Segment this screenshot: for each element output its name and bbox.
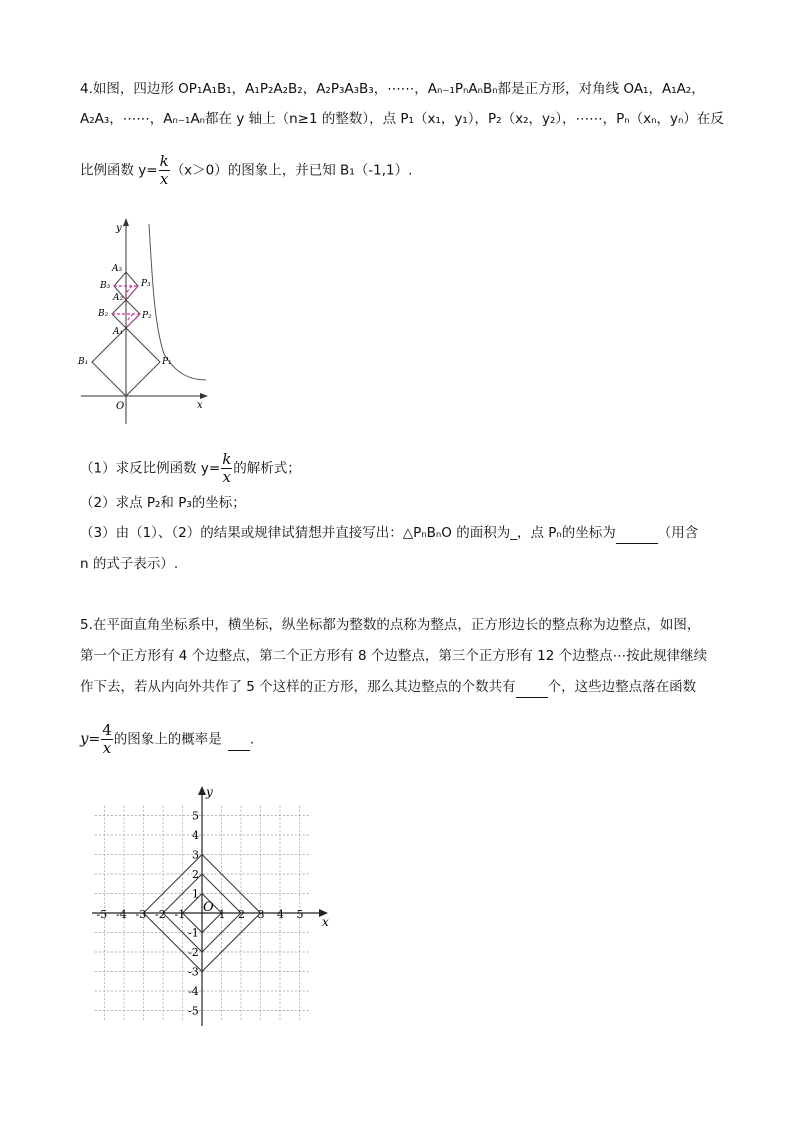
frac-denominator: x: [222, 468, 231, 486]
p4-label-y: y: [116, 223, 122, 234]
p5-line4: [80, 722, 254, 757]
p5-probability-blank[interactable]: [228, 730, 250, 751]
p4-label-x: x: [197, 400, 203, 411]
y-tick-label: 2: [192, 868, 199, 881]
y-tick-label: 3: [192, 848, 199, 862]
p5-equals: =: [88, 731, 101, 748]
frac-denominator: x: [159, 170, 169, 188]
frac-denominator: x: [102, 739, 112, 757]
y-tick-label: -4: [188, 985, 199, 998]
p4-y-arrow: [123, 218, 129, 226]
p5-line1: 5.在平面直角坐标系中，横坐标，纵坐标都为整数的点称为整点，正方形边长的整点称为边整点，如图，: [80, 617, 701, 633]
p4-hyperbola-curve: [149, 224, 206, 380]
p5-y-var: y: [80, 729, 89, 748]
p4-x-arrow: [200, 393, 208, 399]
p4-label-P1: P₁: [162, 357, 172, 367]
p4-q3-text-b: （用含: [657, 525, 699, 541]
frac-numerator: k: [222, 450, 232, 468]
p4-fraction-k-over-x: [159, 153, 170, 188]
p5-fraction-4-over-x: [101, 722, 113, 757]
p5-line4-text-b: 的图象上的概率是: [113, 731, 222, 748]
p4-label-A1: A₁: [113, 327, 124, 337]
p4-line3: [80, 153, 412, 188]
p4-q1-fraction: [221, 451, 232, 486]
p4-q1-text-b: 的解析式；: [233, 460, 301, 477]
x-tick-label: -4: [116, 908, 127, 921]
x-tick-label: -1: [174, 908, 186, 921]
p4-label-B3: B₃: [100, 281, 111, 291]
x-tick-label: -2: [155, 908, 166, 921]
y-tick-label: -3: [188, 965, 199, 979]
p4-dash-p3-b3-diag: [126, 286, 132, 293]
p5-line3-text-b: 个，这些边整点落在函数: [547, 679, 697, 695]
p4-figure: [76, 214, 216, 429]
x-tick-label: -3: [135, 908, 147, 921]
p5-line3-text-a: 作下去，若从内向外共作了 5 个这样的正方形，那么其边整点的个数共有: [80, 679, 516, 695]
p5-figure: [88, 780, 338, 1030]
p4-label-P3: P₃: [141, 279, 151, 289]
x-tick-label: 2: [238, 908, 245, 921]
p4-q3-text-a: （3）由（1）、（2）的结果或规律试猜想并直接写出：△PₙBₙO 的面积为_，点 Pₙ的坐标为: [80, 525, 616, 541]
x-tick-label: 4: [277, 908, 284, 921]
p5-count-blank[interactable]: [516, 677, 548, 698]
x-tick-label: 3: [257, 908, 265, 921]
p4-label-A2: A₂: [113, 293, 124, 303]
p5-origin-label: O: [203, 900, 214, 915]
p5-x-label: x: [322, 915, 329, 929]
p5-line4-period: .: [249, 731, 255, 748]
x-tick-label: 1: [218, 908, 226, 921]
p4-answer-blank[interactable]: [616, 523, 658, 544]
frac-numerator: 4: [102, 721, 112, 739]
p4-line2: A₂A₃，⋯⋯，Aₙ₋₁Aₙ都在 y 轴上（n≥1 的整数），点 P₁（x₁，y₁），P₂（x₂，y₂），⋯⋯，Pₙ（xₙ，yₙ）在反: [80, 111, 724, 127]
x-tick-label: 5: [296, 908, 304, 921]
p4-q2: （2）求点 P₂和 P₃的坐标；: [80, 495, 246, 511]
p4-line1: 4.如图，四边形 OP₁A₁B₁，A₁P₂A₂B₂，A₂P₃A₃B₃，⋯⋯，Aₙ₋₁PₙAₙBₙ都是正方形，对角线 OA₁，A₁A₂，: [80, 81, 705, 97]
p4-line3-text-a: 比例函数 y=: [80, 162, 158, 179]
y-tick-label: 5: [192, 809, 199, 823]
p4-label-P2: P₂: [142, 311, 152, 321]
p4-label-B2: B₂: [98, 309, 109, 319]
x-tick-label: -5: [96, 908, 108, 921]
y-tick-label: 1: [192, 887, 199, 901]
p4-q1: [80, 451, 301, 486]
y-tick-label: 4: [192, 829, 199, 842]
p5-line2: 第一个正方形有 4 个边整点，第二个正方形有 8 个边整点，第三个正方形有 12 个边整点⋯按此规律继续: [80, 648, 708, 664]
y-tick-label: -5: [188, 1004, 199, 1018]
p4-q3-cont: n 的式子表示）.: [80, 556, 179, 572]
p4-dash-p2-b2-diag: [126, 314, 133, 322]
p5-line3: [80, 677, 696, 698]
p5-y-arrow: [198, 786, 206, 795]
y-tick-label: -1: [188, 926, 199, 940]
p4-label-O: O: [116, 401, 125, 412]
y-tick-label: -2: [188, 946, 199, 959]
p4-q3: [80, 523, 698, 544]
p4-line3-text-b: （x＞0）的图象上，并已知 B₁（-1,1）.: [170, 162, 413, 179]
p4-label-A3: A₃: [112, 264, 123, 274]
frac-numerator: k: [159, 152, 169, 170]
p4-q1-text-a: （1）求反比例函数 y=: [80, 460, 221, 477]
p4-label-B1: B₁: [78, 357, 89, 367]
p5-y-label: y: [206, 785, 213, 799]
